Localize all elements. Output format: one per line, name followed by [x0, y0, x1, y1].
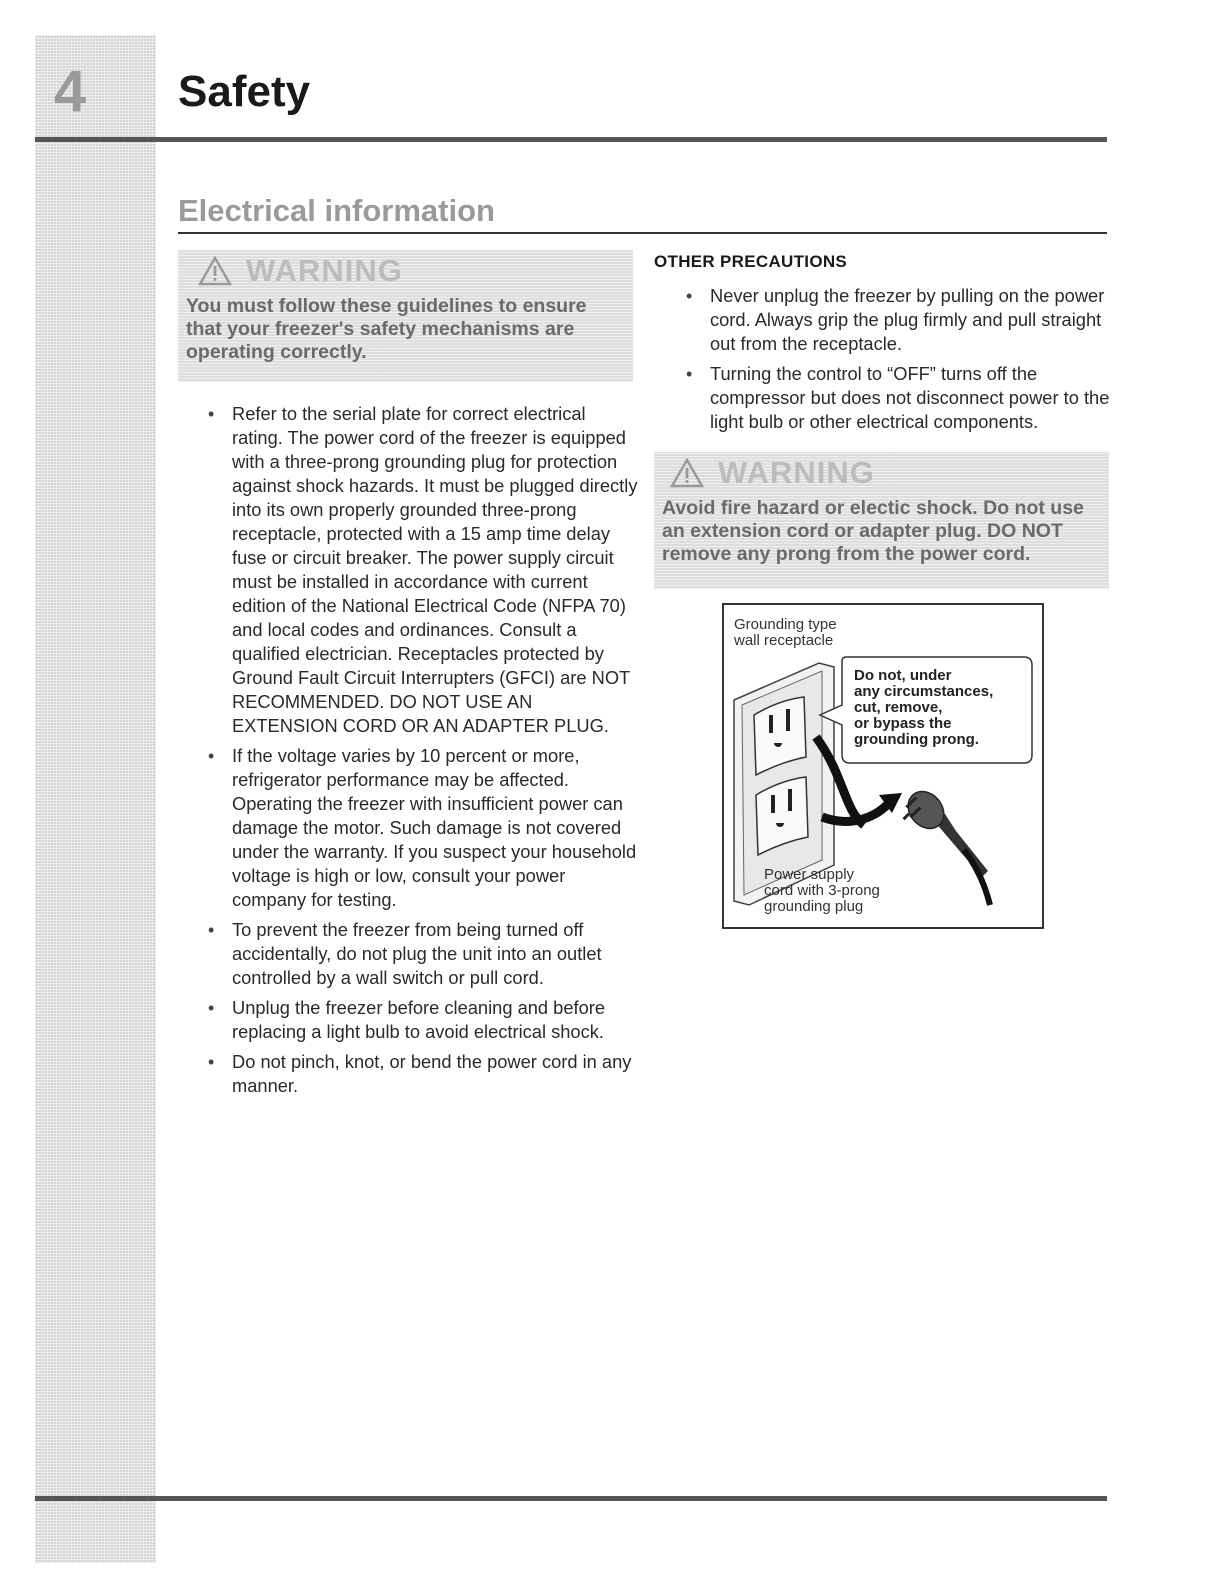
warning-label: WARNING — [718, 455, 875, 490]
grounding-callout-text: Do not, under any circumstances, cut, remove, or bypass the grounding prong. — [854, 667, 994, 748]
list-item: • Unplug the freezer before cleaning and before replacing a light bulb to avoid electrical shock. — [208, 997, 605, 1042]
list-item: • Never unplug the freezer by pulling on the power cord. Always grip the plug firmly and pull straight out from the receptacle. — [686, 285, 1105, 354]
warning-box-guidelines — [178, 250, 633, 382]
warning-header — [198, 254, 403, 288]
list-item: • To prevent the freezer from being turned off accidentally, do not plug the unit into an outlet controlled by a wall switch or pull cord. — [208, 919, 602, 988]
list-item: • Refer to the serial plate for correct electrical rating. The power cord of the freezer is equipped with a three-prong grounding plug for protection against shock hazards. It must be plugged directly into its own properly grounded three-prong receptacle, protected with a 15 amp time delay fuse or circuit breaker. The power supply circuit must be installed in accordance with current edition of the National Electrical Code (NFPA 70) and local codes and ordinances. Consult a qualified electrician. Receptacles protected by Ground Fault Circuit Interrupters (GFCI) are NOT RECOMMENDED. DO NOT USE AN EXTENSION CORD OR AN ADAPTER PLUG. — [208, 403, 638, 736]
page-number: 4 — [53, 59, 87, 124]
list-item: • Do not pinch, knot, or bend the power cord in any manner. — [208, 1051, 632, 1096]
page-sidebar-strip — [35, 35, 156, 1563]
cord-label: Power supply cord with 3-prong grounding plug — [764, 866, 880, 915]
page-title: Safety — [178, 67, 311, 116]
section-divider — [178, 232, 1107, 234]
warning-text: You must follow these guidelines to ensure that your freezer's safety mechanisms are operating correctly. — [186, 295, 587, 363]
receptacle-label: Grounding type wall receptacle — [734, 616, 837, 649]
warning-header — [670, 456, 875, 490]
grounding-receptacle-figure — [722, 603, 1044, 929]
header-divider — [35, 137, 1107, 142]
list-item: • Turning the control to “OFF” turns off the compressor but does not disconnect power to the light bulb or other electrical components. — [686, 363, 1110, 432]
footer-divider — [35, 1496, 1107, 1501]
other-precautions-list — [686, 284, 1111, 440]
electrical-guidelines-list — [208, 402, 638, 1104]
warning-box-fire-hazard — [654, 452, 1109, 589]
warning-label: WARNING — [246, 253, 403, 288]
warning-triangle-icon — [198, 256, 232, 286]
other-precautions-heading: OTHER PRECAUTIONS — [654, 252, 848, 271]
section-title: Electrical information — [178, 193, 495, 228]
list-item: • If the voltage varies by 10 percent or more, refrigerator performance may be affected. Operating the freezer with insufficient power can damage the motor. Such damage is not covered under the warranty. If you suspect your household voltage is high or low, consult your power company for testing. — [208, 745, 637, 910]
warning-text: Avoid fire hazard or electic shock. Do not use an extension cord or adapter plug. DO NOT remove any prong from the power cord. — [662, 497, 1084, 565]
warning-triangle-icon — [670, 458, 704, 488]
